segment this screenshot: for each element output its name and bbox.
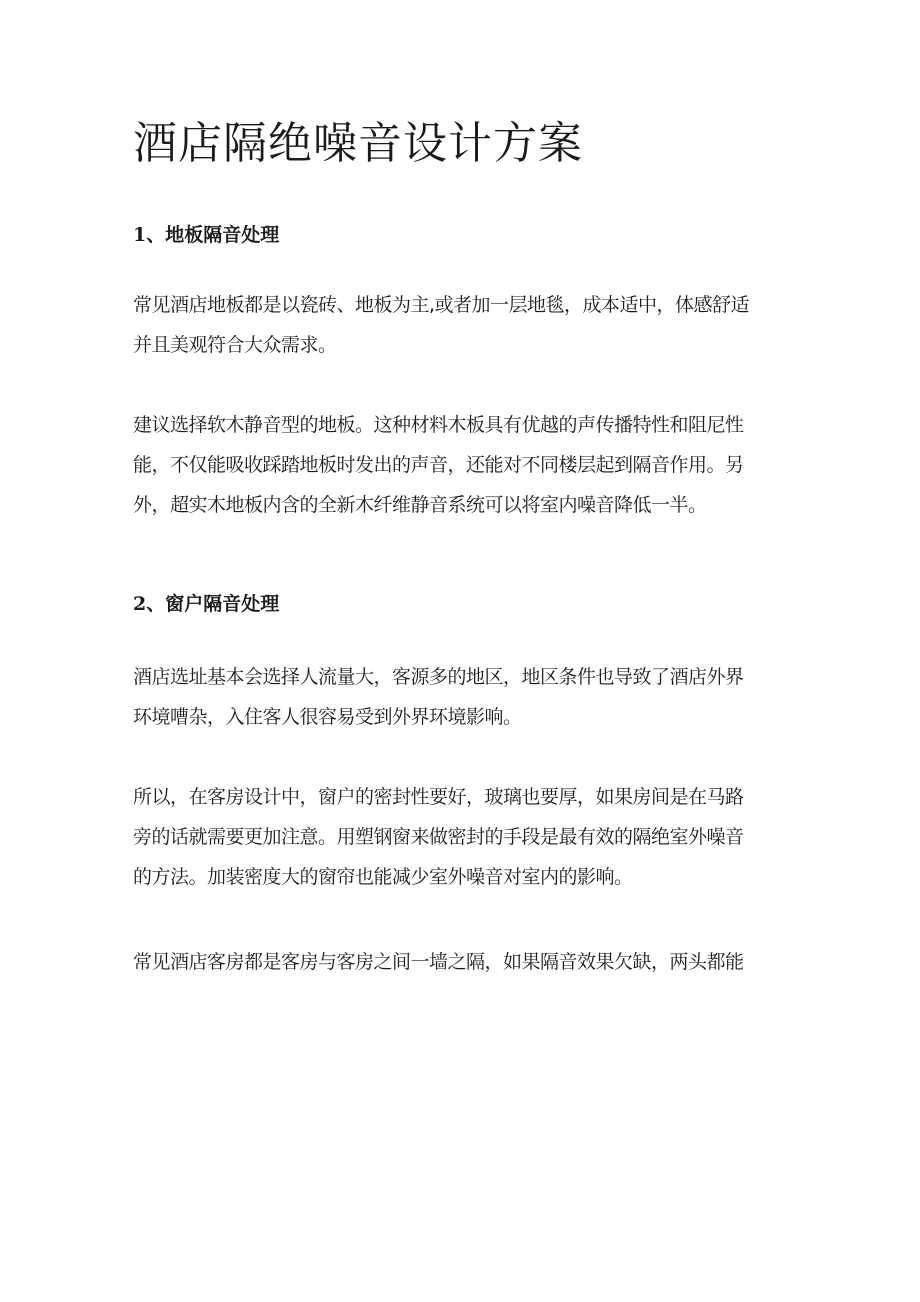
paragraph-window-intro: [133, 657, 798, 737]
paragraph-floor-recommendation: [133, 405, 798, 525]
paragraph-line: 外，超实木地板内含的全新木纤维静音系统可以将室内噪音降低一半。: [133, 494, 707, 516]
paragraph-line: 并且美观符合大众需求。: [133, 334, 337, 356]
paragraph-line: 酒店选址基本会选择人流量大，客源多的地区，地区条件也导致了酒店外界: [133, 666, 744, 688]
paragraph-window-design: [133, 777, 798, 897]
paragraph-line: 常见酒店客房都是客房与客房之间一墙之隔，如果隔音效果欠缺，两头都能: [133, 951, 744, 973]
section-heading-floor: 1、地板隔音处理: [133, 224, 280, 246]
paragraph-line: 环境嘈杂，入住客人很容易受到外界环境影响。: [133, 706, 522, 728]
paragraph-line: 常见酒店地板都是以瓷砖、地板为主,或者加一层地毯，成本适中，体感舒适: [133, 294, 750, 316]
paragraph-line: 所以，在客房设计中，窗户的密封性要好，玻璃也要厚，如果房间是在马路: [133, 786, 744, 808]
document-title: 酒店隔绝噪音设计方案: [133, 118, 583, 169]
paragraph-line: 建议选择软木静音型的地板。这种材料木板具有优越的声传播特性和阻尼性: [133, 414, 744, 436]
paragraph-floor-intro: [133, 285, 798, 365]
paragraph-line: 旁的话就需要更加注意。用塑钢窗来做密封的手段是最有效的隔绝室外噪音: [133, 826, 744, 848]
paragraph-room-walls: [133, 942, 798, 982]
paragraph-line: 能，不仅能吸收踩踏地板时发出的声音，还能对不同楼层起到隔音作用。另: [133, 454, 744, 476]
paragraph-line: 的方法。加装密度大的窗帘也能减少室外噪音对室内的影响。: [133, 866, 633, 888]
section-heading-window: 2、窗户隔音处理: [133, 593, 280, 615]
